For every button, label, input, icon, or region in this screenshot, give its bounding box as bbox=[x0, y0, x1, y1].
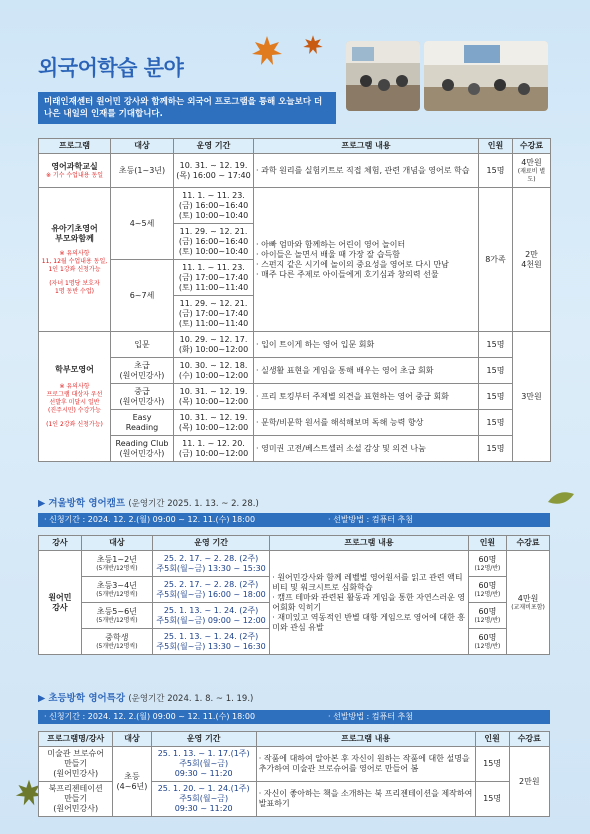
table-row bbox=[39, 551, 550, 577]
period-cell: 11. 1. ~ 11. 23. (금) 16:00~16:40 (토) 10:00~10:40 bbox=[174, 188, 254, 224]
col-teacher: 강사 bbox=[39, 536, 82, 551]
people-cell: 15명 bbox=[479, 154, 513, 188]
application-bar bbox=[38, 513, 550, 527]
content-line: · 재미있고 역동적인 반별 대항 게임으로 영어에 대한 흥미와 관심 유발 bbox=[272, 612, 466, 632]
content-line: · 아이들은 놀면서 배울 때 가장 잘 습득함 bbox=[256, 249, 400, 259]
maple-leaf-icon bbox=[250, 34, 284, 68]
target-cell: Reading Club (원어민강사) bbox=[111, 436, 174, 462]
people-sub: (12명/반) bbox=[474, 616, 501, 624]
col-program: 프로그램명/강사 bbox=[39, 732, 113, 747]
selection-method: · 선발방법 : 컴퓨터 추첨 bbox=[328, 712, 413, 721]
period-cell: 25. 1. 13. ~ 1. 24. (2주) 주5회(월~금) 09:00 ~ 12:00 bbox=[152, 603, 269, 629]
period-cell: 10. 31. ~ 12. 19. (목) 10:00~12:00 bbox=[174, 384, 254, 410]
section-heading bbox=[38, 690, 253, 704]
col-content: 프로그램 내용 bbox=[270, 536, 469, 551]
period-cell: 10. 31. ~ 12. 19. (목) 16:00 ~ 17:40 bbox=[174, 154, 254, 188]
period-cell: 10. 31. ~ 12. 19. (목) 10:00~12:00 bbox=[174, 410, 254, 436]
col-period: 운영 기간 bbox=[152, 536, 269, 551]
program-note: (1인 2강좌 신청가능) bbox=[46, 420, 103, 428]
content-cell: · 문학/비문학 원서를 해석해보며 독해 능력 향상 bbox=[254, 410, 479, 436]
people-cell bbox=[468, 551, 506, 577]
people-cell: 15명 bbox=[479, 358, 513, 384]
program-name: 학부모영어 bbox=[55, 364, 94, 374]
content-cell: · 프리 토킹부터 주제별 의견을 표현하는 영어 중급 회화 bbox=[254, 384, 479, 410]
period-cell: 25. 2. 17. ~ 2. 28. (2주) 주5회(월~금) 13:30 ~ 15:30 bbox=[152, 551, 269, 577]
leaf-icon bbox=[546, 488, 576, 508]
section-period: (운영기간 2024. 1. 8. ~ 1. 19.) bbox=[128, 694, 254, 704]
fee-cell: 3만원 bbox=[513, 332, 551, 462]
people-value: 60명 bbox=[478, 606, 497, 616]
col-target: 대상 bbox=[111, 139, 174, 154]
program-name: 유아기초영어 부모와함께 bbox=[51, 223, 98, 243]
period-cell: 11. 29. ~ 12. 21. (금) 17:00~17:40 (토) 11:00~11:40 bbox=[174, 296, 254, 332]
period-cell: 11. 1. ~ 12. 20. (금) 10:00~12:00 bbox=[174, 436, 254, 462]
selection-method: · 선발방법 : 컴퓨터 추첨 bbox=[328, 515, 413, 524]
table-header-row bbox=[39, 536, 550, 551]
table-header-row bbox=[39, 139, 551, 154]
people-cell bbox=[468, 603, 506, 629]
col-fee: 수강료 bbox=[507, 536, 550, 551]
program-cell bbox=[39, 154, 111, 188]
people-cell: 15명 bbox=[479, 436, 513, 462]
target-cell bbox=[81, 577, 152, 603]
period-cell: 11. 29. ~ 12. 21. (금) 16:00~16:40 (토) 10:00~10:40 bbox=[174, 224, 254, 260]
triangle-icon: ▶ bbox=[38, 498, 46, 509]
apply-period: · 신청기간 : 2024. 12. 2.(월) 09:00 ~ 12. 11.(수) 18:00 bbox=[44, 515, 256, 524]
class-photo bbox=[346, 41, 420, 111]
fee-value: 4만원 bbox=[517, 593, 539, 603]
program-note: ※ 유의사항 프로그램 대상자 우선 선발후 미달시 일반 (진주시민) 수강가능 bbox=[46, 382, 103, 414]
application-bar bbox=[38, 710, 550, 724]
table-row bbox=[39, 188, 551, 224]
col-program: 프로그램 bbox=[39, 139, 111, 154]
people-value: 60명 bbox=[478, 632, 497, 642]
people-cell: 15명 bbox=[479, 410, 513, 436]
content-cell: · 과학 원리를 실험키트로 직접 체험, 관련 개념을 영어로 학습 bbox=[254, 154, 479, 188]
content-line: · 매주 다른 주제로 아이들에게 호기심과 창의력 선물 bbox=[256, 269, 439, 279]
fee-cell bbox=[513, 154, 551, 188]
target-sub: (5개반/12명씩) bbox=[96, 642, 138, 650]
people-cell: 15명 bbox=[475, 747, 509, 782]
section-title: 겨울방학 영어캠프 bbox=[48, 498, 126, 509]
program-note: (자녀 1명당 보호자 1명 동반 수업) bbox=[49, 279, 100, 295]
table-row bbox=[39, 358, 551, 384]
fee-note: (재료비 별도) bbox=[517, 167, 546, 183]
content-line: · 아빠 엄마와 함께하는 어린이 영어 놀이터 bbox=[256, 239, 406, 249]
target-cell: 중급 (원어민강사) bbox=[111, 384, 174, 410]
people-sub: (12명/반) bbox=[474, 590, 501, 598]
table-row bbox=[39, 436, 551, 462]
target-cell: 6~7세 bbox=[111, 260, 174, 332]
class-photo bbox=[424, 41, 548, 111]
triangle-icon: ▶ bbox=[38, 693, 46, 704]
apply-period: · 신청기간 : 2024. 12. 2.(월) 09:00 ~ 12. 11.(수) 18:00 bbox=[44, 712, 256, 721]
period-cell: 11. 1. ~ 11. 23. (금) 17:00~17:40 (토) 11:00~11:40 bbox=[174, 260, 254, 296]
people-sub: (12명/반) bbox=[474, 642, 501, 650]
table-winter-camp bbox=[38, 535, 550, 655]
fee-note: (교재비포함) bbox=[511, 603, 545, 611]
table-row bbox=[39, 410, 551, 436]
col-target: 대상 bbox=[81, 536, 152, 551]
program-cell bbox=[39, 188, 111, 332]
target-cell bbox=[81, 629, 152, 655]
program-name: 영어과학교실 bbox=[51, 161, 98, 171]
col-content: 프로그램 내용 bbox=[254, 139, 479, 154]
section-title: 초등방학 영어특강 bbox=[48, 693, 126, 704]
people-sub: (12명/반) bbox=[474, 564, 501, 572]
table-row bbox=[39, 154, 551, 188]
people-value: 60명 bbox=[478, 580, 497, 590]
target-sub: (5개반/12명씩) bbox=[96, 590, 138, 598]
people-value: 60명 bbox=[478, 554, 497, 564]
program-note: ※ 유의사항 11, 12월 수업내용 동일, 1인 1강좌 신청가능 bbox=[41, 249, 108, 273]
period-cell: 10. 29. ~ 12. 17. (화) 10:00~12:00 bbox=[174, 332, 254, 358]
content-line: · 캠프 테마와 관련된 활동과 게임을 통한 자연스러운 영어회화 익히기 bbox=[272, 592, 466, 612]
program-note: ※ 기수 수업내용 동일 bbox=[45, 171, 104, 179]
target-cell bbox=[81, 551, 152, 577]
target-cell: 초급 (원어민강사) bbox=[111, 358, 174, 384]
target-name: 초등5~6년 bbox=[96, 606, 137, 616]
target-cell: 4~5세 bbox=[111, 188, 174, 260]
program-cell: 미술관 브로슈어 만들기 (원어민강사) bbox=[39, 747, 113, 782]
people-cell: 15명 bbox=[479, 332, 513, 358]
col-period: 운영 기간 bbox=[174, 139, 254, 154]
col-fee: 수강료 bbox=[513, 139, 551, 154]
col-target: 대상 bbox=[113, 732, 151, 747]
maple-leaf-icon bbox=[302, 34, 324, 56]
people-cell: 15명 bbox=[479, 384, 513, 410]
content-cell bbox=[270, 551, 469, 655]
fee-cell bbox=[507, 551, 550, 655]
content-cell: · 입이 트이게 하는 영어 입문 회화 bbox=[254, 332, 479, 358]
target-cell: 입문 bbox=[111, 332, 174, 358]
col-period: 운영 기간 bbox=[151, 732, 256, 747]
content-line: · 스펀지 같은 시기에 놀이의 중요성을 영어로 다시 만남 bbox=[256, 259, 449, 269]
people-cell: 8가족 bbox=[479, 188, 513, 332]
program-cell bbox=[39, 332, 111, 462]
period-cell: 25. 1. 13. ~ 1. 24. (2주) 주5회(월~금) 13:30 ~ 16:30 bbox=[152, 629, 269, 655]
period-cell: 25. 1. 20. ~ 1. 24.(1주) 주5회(월~금) 09:30 ~ 11:20 bbox=[151, 782, 256, 817]
col-content: 프로그램 내용 bbox=[256, 732, 475, 747]
people-cell bbox=[468, 629, 506, 655]
table-row bbox=[39, 384, 551, 410]
program-cell: 북프리젠테이션 만들기 (원어민강사) bbox=[39, 782, 113, 817]
col-fee: 수강료 bbox=[509, 732, 549, 747]
fee-cell: 2만원 bbox=[509, 747, 549, 817]
content-cell bbox=[254, 188, 479, 332]
table-header-row bbox=[39, 732, 550, 747]
col-people: 인원 bbox=[468, 536, 506, 551]
col-people: 인원 bbox=[475, 732, 509, 747]
people-cell bbox=[468, 577, 506, 603]
content-cell: · 작품에 대하여 알아본 후 자신이 원하는 작품에 대한 설명을 추가하여 미술관 브로슈어를 영어로 만들어 봄 bbox=[256, 747, 475, 782]
target-cell: 초등(1~3년) bbox=[111, 154, 174, 188]
content-cell: · 실생활 표현을 게임을 통해 배우는 영어 초급 회화 bbox=[254, 358, 479, 384]
page-title: 외국어학습 분야 bbox=[38, 56, 184, 80]
section-period: (운영기간 2025. 1. 13. ~ 2. 28.) bbox=[128, 499, 259, 509]
content-line: · 원어민강사와 함께 레벨별 영어원서를 읽고 관련 액티비티 및 워크시트로 심화학습 bbox=[272, 572, 463, 592]
table-elementary-lecture bbox=[38, 731, 550, 817]
target-name: 초등1~2년 bbox=[96, 554, 137, 564]
table-language-programs bbox=[38, 138, 551, 462]
teacher-cell: 원어민 강사 bbox=[39, 551, 82, 655]
section-heading bbox=[38, 495, 259, 509]
fee-cell: 2만 4천원 bbox=[513, 188, 551, 332]
target-cell: Easy Reading bbox=[111, 410, 174, 436]
target-cell: 초등 (4~6년) bbox=[113, 747, 151, 817]
fee-value: 4만원 bbox=[521, 157, 542, 167]
col-people: 인원 bbox=[479, 139, 513, 154]
intro-banner: 미래인재센터 원어민 강사와 함께하는 외국어 프로그램을 통해 오늘보다 더 나은 내일의 인재를 기대합니다. bbox=[38, 92, 336, 124]
period-cell: 25. 1. 13. ~ 1. 17.(1주) 주5회(월~금) 09:30 ~ 11:20 bbox=[151, 747, 256, 782]
target-sub: (5개반/12명씩) bbox=[96, 564, 138, 572]
content-cell: · 자신이 좋아하는 책을 소개하는 북 프리젠테이션을 제작하여 발표하기 bbox=[256, 782, 475, 817]
target-sub: (5개반/12명씩) bbox=[96, 616, 138, 624]
table-row bbox=[39, 332, 551, 358]
period-cell: 10. 30. ~ 12. 18. (수) 10:00~12:00 bbox=[174, 358, 254, 384]
content-cell: · 영미권 고전/베스트셀러 소설 감상 및 의견 나눔 bbox=[254, 436, 479, 462]
target-name: 초등3~4년 bbox=[96, 580, 137, 590]
people-cell: 15명 bbox=[475, 782, 509, 817]
target-name: 중학생 bbox=[105, 632, 129, 642]
table-row bbox=[39, 747, 550, 782]
period-cell: 25. 2. 17. ~ 2. 28. (2주) 주5회(월~금) 16:00 ~ 18:00 bbox=[152, 577, 269, 603]
target-cell bbox=[81, 603, 152, 629]
